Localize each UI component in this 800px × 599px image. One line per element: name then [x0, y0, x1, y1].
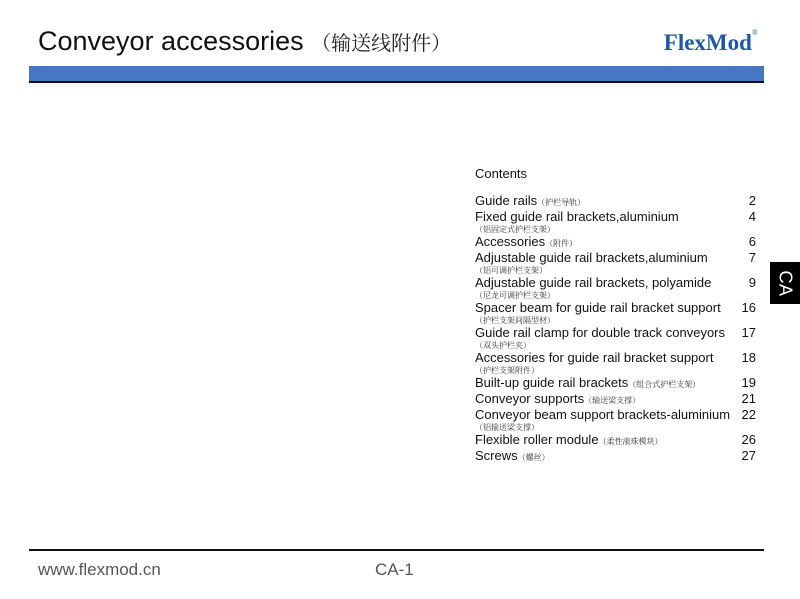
- toc-item[interactable]: [475, 433, 760, 449]
- toc-item-page: 2: [748, 193, 756, 208]
- toc-item-title: Fixed guide rail brackets,aluminium: [475, 209, 679, 224]
- toc-item-page: 18: [741, 350, 756, 365]
- toc-item-title-cn: （铝可调护栏支架）: [475, 266, 547, 275]
- toc-item-title: Adjustable guide rail brackets, polyamide: [475, 275, 712, 290]
- toc-item[interactable]: [475, 351, 760, 376]
- flexmod-logo: [664, 30, 758, 56]
- toc-item-title-cn: （护栏支架附件）: [475, 366, 539, 375]
- header-band: [29, 66, 764, 81]
- toc-item-title-cn: （护栏导轨）: [537, 198, 586, 207]
- section-tab: [770, 262, 800, 304]
- toc-item-title: Accessories for guide rail bracket support: [475, 350, 714, 365]
- toc-item-page: 21: [741, 391, 756, 406]
- toc-item[interactable]: [475, 392, 760, 408]
- toc-item-title: Guide rail clamp for double track conveyors: [475, 325, 726, 340]
- toc-item-title-cn: （尼龙可调护栏支架）: [475, 291, 555, 300]
- toc-item-page: 26: [741, 432, 756, 447]
- toc-item-title-cn: （柔性滚珠模块）: [598, 437, 663, 446]
- page-title-cn: （输送线附件）: [311, 31, 452, 55]
- toc-item[interactable]: [475, 326, 760, 351]
- toc-item-title: Accessories: [475, 234, 546, 249]
- toc-item[interactable]: [475, 235, 760, 251]
- header-divider: [29, 81, 764, 83]
- toc-item-page: 16: [741, 300, 756, 315]
- logo-text: FlexMod: [663, 30, 752, 55]
- toc-item-title: Built-up guide rail brackets: [475, 375, 629, 390]
- toc-item-title-cn: （组合式护栏支架）: [628, 380, 701, 389]
- toc-item-title-cn: （输送梁支撑）: [584, 396, 641, 405]
- toc-item[interactable]: [475, 251, 760, 276]
- toc-item-page: 27: [741, 448, 756, 463]
- toc-item-page: 4: [748, 209, 756, 224]
- toc-item-title-cn: （铝固定式护栏支架）: [475, 225, 555, 234]
- toc-item[interactable]: [475, 194, 760, 210]
- footer-divider: [29, 549, 764, 551]
- toc-item-title-cn: （铝输送梁支撑）: [475, 423, 539, 432]
- toc-item-page: 19: [741, 375, 756, 390]
- section-tab-label: CA: [775, 269, 796, 297]
- toc-item-title-cn: （附件）: [545, 239, 578, 248]
- toc-item-title: Conveyor supports: [475, 391, 585, 406]
- toc-item[interactable]: [475, 376, 760, 392]
- toc-item-title-cn: （螺丝）: [517, 453, 550, 462]
- contents-heading: Contents: [475, 166, 528, 181]
- toc-item[interactable]: [475, 276, 760, 301]
- toc-item-title: Flexible roller module: [475, 432, 599, 447]
- toc-item[interactable]: [475, 301, 760, 326]
- toc-item-title: Spacer beam for guide rail bracket support: [475, 300, 721, 315]
- toc-item-page: 9: [748, 275, 756, 290]
- toc-list: [475, 194, 760, 465]
- toc-item-page: 6: [748, 234, 756, 249]
- toc-item-title: Screws: [475, 448, 518, 463]
- toc-item-title-cn: （双头护栏夹）: [475, 341, 531, 350]
- toc-item-page: 7: [748, 250, 756, 265]
- footer-url[interactable]: www.flexmod.cn: [38, 560, 161, 579]
- toc-item-title-cn: （护栏支架间隔型材）: [475, 316, 555, 325]
- registered-mark: ®: [751, 28, 758, 38]
- toc-item[interactable]: [475, 210, 760, 235]
- toc-item-title: Conveyor beam support brackets-aluminium: [475, 407, 731, 422]
- toc-item-title: Guide rails: [475, 193, 538, 208]
- toc-item[interactable]: [475, 408, 760, 433]
- toc-item-title: Adjustable guide rail brackets,aluminium: [475, 250, 708, 265]
- page-title: [38, 26, 451, 57]
- table-of-contents: [475, 166, 760, 465]
- toc-item[interactable]: [475, 449, 760, 465]
- toc-item-page: 17: [741, 325, 756, 340]
- toc-item-page: 22: [741, 407, 756, 422]
- page-title-en: Conveyor accessories: [38, 26, 304, 56]
- page-number: CA-1: [375, 560, 414, 579]
